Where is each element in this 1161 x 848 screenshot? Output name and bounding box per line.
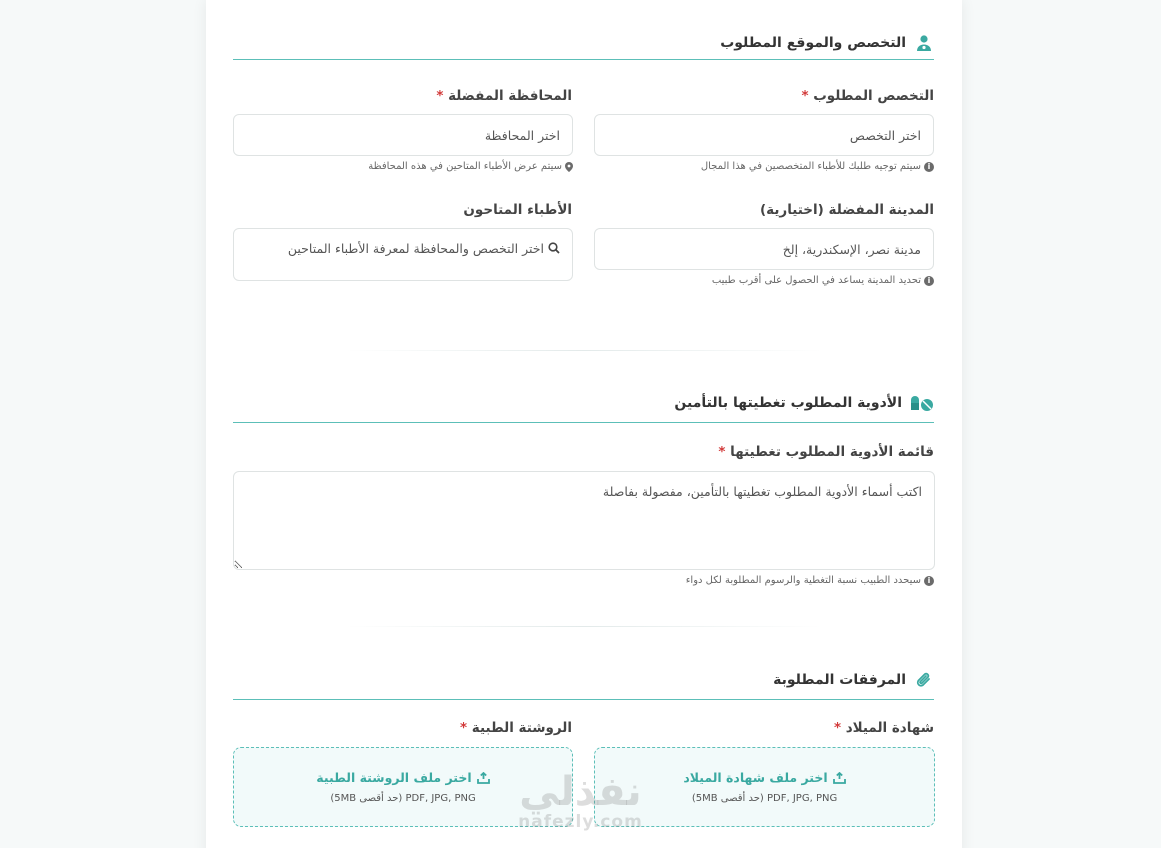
section-title-attachments — [233, 660, 934, 700]
required-mark: * — [833, 720, 841, 736]
section-title-text: التخصص والموقع المطلوب — [720, 34, 906, 51]
governorate-select[interactable] — [233, 114, 573, 156]
required-mark: * — [801, 88, 809, 104]
specialty-label: التخصص المطلوب * — [801, 88, 934, 104]
watermark-latin: nafezly.com — [518, 812, 643, 832]
city-hint: i تحديد المدينة يساعد في الحصول على أقرب طبيب — [712, 275, 934, 286]
governorate-label: المحافظة المفضلة * — [436, 88, 572, 104]
watermark-arabic: نفذلي — [519, 769, 642, 815]
doctors-label: الأطباء المتاحون — [463, 202, 572, 218]
search-icon — [548, 242, 560, 254]
info-icon: i — [924, 576, 934, 586]
required-mark: * — [718, 444, 726, 460]
specialty-select[interactable] — [594, 114, 934, 156]
info-icon: i — [924, 162, 934, 172]
prescription-label: الروشتة الطبية * — [460, 720, 572, 736]
meds-hint: i سيحدد الطبيب نسبة التغطية والرسوم المطلوبة لكل دواء — [686, 575, 934, 586]
form-card — [206, 0, 962, 848]
doctor-icon — [914, 33, 934, 53]
section-title-text: المرفقات المطلوبة — [773, 671, 906, 688]
section-title-text: الأدوية المطلوب تغطيتها بالتأمين — [674, 394, 902, 411]
specialty-hint: i سيتم توجيه طلبك للأطباء المتخصصين في هذا المجال — [701, 161, 934, 172]
meds-textarea[interactable] — [233, 471, 935, 570]
section-divider — [346, 626, 822, 627]
upload-icon — [477, 772, 490, 784]
birth-upload-label: اختر ملف شهادة الميلاد — [683, 770, 828, 785]
section-title-medications — [233, 383, 934, 423]
meds-label: قائمة الأدوية المطلوب تغطيتها * — [718, 444, 934, 460]
map-marker-icon — [565, 162, 573, 172]
prescription-upload-label: اختر ملف الروشتة الطبية — [316, 770, 472, 785]
city-label: المدينة المفضلة (اختيارية) — [760, 202, 934, 218]
pills-icon — [910, 393, 934, 413]
city-field[interactable] — [594, 228, 934, 270]
birth-upload-formats: PDF, JPG, PNG (حد أقصى 5MB) — [691, 793, 838, 804]
doctors-list[interactable] — [233, 228, 573, 281]
city-field-placeholder: مدينة نصر، الإسكندرية، إلخ — [782, 241, 921, 257]
paperclip-icon — [914, 670, 934, 690]
specialty-select-value: اختر التخصص — [849, 127, 921, 143]
section-divider — [346, 350, 822, 351]
governorate-hint: سيتم عرض الأطباء المتاحين في هذه المحافظة — [368, 161, 573, 172]
birth-certificate-label: شهادة الميلاد * — [833, 720, 934, 736]
watermark-logo — [508, 769, 653, 832]
governorate-select-value: اختر المحافظة — [484, 127, 560, 143]
upload-icon — [833, 772, 846, 784]
doctors-list-placeholder: اختر التخصص والمحافظة لمعرفة الأطباء المتاحين — [287, 241, 544, 256]
required-mark: * — [436, 88, 444, 104]
info-icon: i — [924, 276, 934, 286]
prescription-upload-formats: PDF, JPG, PNG (حد أقصى 5MB) — [330, 793, 476, 804]
required-mark: * — [460, 720, 468, 736]
section-title-specialty — [233, 26, 934, 60]
